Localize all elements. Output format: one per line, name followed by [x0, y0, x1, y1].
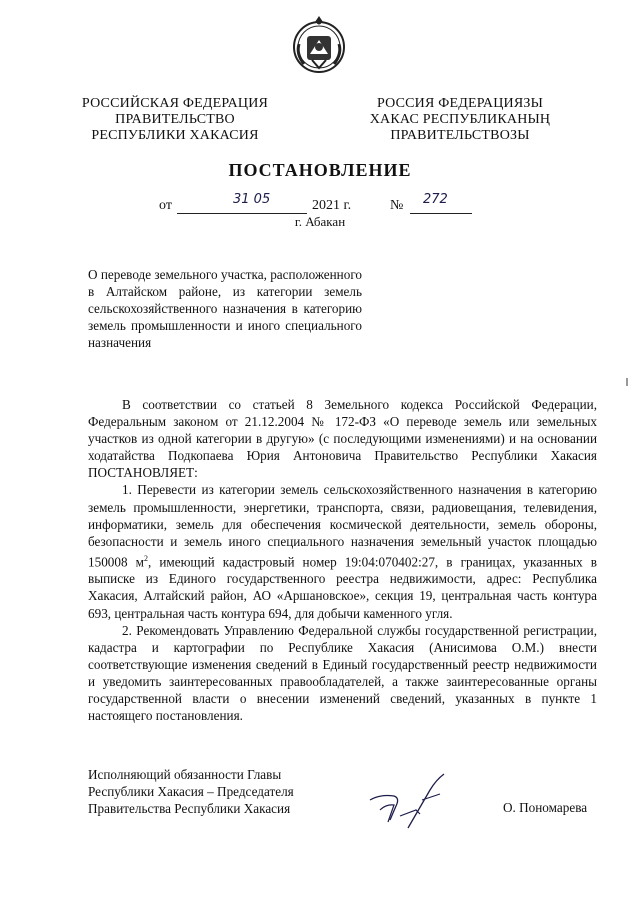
- signatory-position: [88, 766, 328, 817]
- header-right-line: ПРАВИТЕЛЬСТВОЗЫ: [390, 128, 530, 143]
- date-prefix: от: [159, 198, 172, 213]
- header-left-line: РОССИЙСКАЯ ФЕДЕРАЦИЯ: [81, 96, 269, 111]
- number-label: №: [390, 198, 404, 213]
- header-right-line: РОССИЯ ФЕДЕРАЦИЯЗЫ: [376, 96, 544, 111]
- year: 2021 г.: [312, 198, 352, 213]
- coat-of-arms-emblem: [290, 14, 348, 74]
- signer-name: О. Пономарева: [503, 800, 588, 815]
- body-item-1: [88, 481, 597, 621]
- document-title: ПОСТАНОВЛЕНИЕ: [228, 160, 412, 180]
- handwritten-signature: [360, 770, 460, 832]
- header-right-line: ХАКАС РЕСПУБЛИКАНЫҢ: [369, 112, 551, 127]
- number-handwritten: 272: [423, 192, 448, 207]
- signatory-line: Исполняющий обязанности Главы: [88, 767, 282, 782]
- signatory-line: Правительства Республики Хакасия: [88, 801, 291, 816]
- item1-superscript: 2: [143, 553, 148, 563]
- header-left-line: РЕСПУБЛИКИ ХАКАСИЯ: [91, 128, 259, 143]
- decree-body: [88, 396, 597, 724]
- header-right: [365, 96, 555, 144]
- header-left: [80, 96, 270, 144]
- body-intro: В соответствии со статьей 8 Земельного кодекса Российской Федерации, Федеральным законом от 21.12.2004 № 172-ФЗ «О переводе земель или земельных участков из одной категории в другую» (с последующими изменениями) и на основании ходатайства Подкопаева Юрия Антоновича Правительство Республики Хакасия ПОСТАНОВЛЯЕТ:: [88, 397, 597, 481]
- city: г. Абакан: [294, 214, 346, 229]
- scan-mark: [626, 378, 628, 386]
- item1-text-a: 1. Перевести из категории земель сельскохозяйственного назначения в категорию земель промышленности, энергетики, транспорта, связи, радиовещания, телевидения, информатики, земель для обеспечения космической деятельности, земель обороны, безопасности и земель иного специального назначения земельный участок площадью 150008 м: [88, 482, 597, 570]
- body-item-2: 2. Рекомендовать Управлению Федеральной службы государственной регистрации, кадастра и картографии по Республике Хакасия (Анисимова О.М.) внести соответствующие изменения сведений в Единый государственный реестр недвижимости и уведомить заинтересованных правообладателей, а также заинтересованные органы государственной власти о внесении изменений сведений, указанных в пункте 1 настоящего постановления.: [88, 622, 597, 724]
- signatory-line: Республики Хакасия – Председателя: [88, 784, 294, 799]
- decree-subject: О переводе земельного участка, расположенного в Алтайском районе, из категории земель сельскохозяйственного назначения в категорию земель промышленности и иного специального назначения: [88, 267, 363, 350]
- header-left-line: ПРАВИТЕЛЬСТВО: [115, 112, 235, 127]
- item1-text-b: , имеющий кадастровый номер 19:04:070402:27, в границах, указанных в выписке из Единого государственного реестра недвижимости, адрес: Республика Хакасия, Алтайский район, АО «Аршановское», секция 19, центральная часть контура 693, центральная часть контура 694, для добычи каменного угля.: [88, 554, 597, 621]
- date-handwritten: 31 05: [233, 192, 271, 207]
